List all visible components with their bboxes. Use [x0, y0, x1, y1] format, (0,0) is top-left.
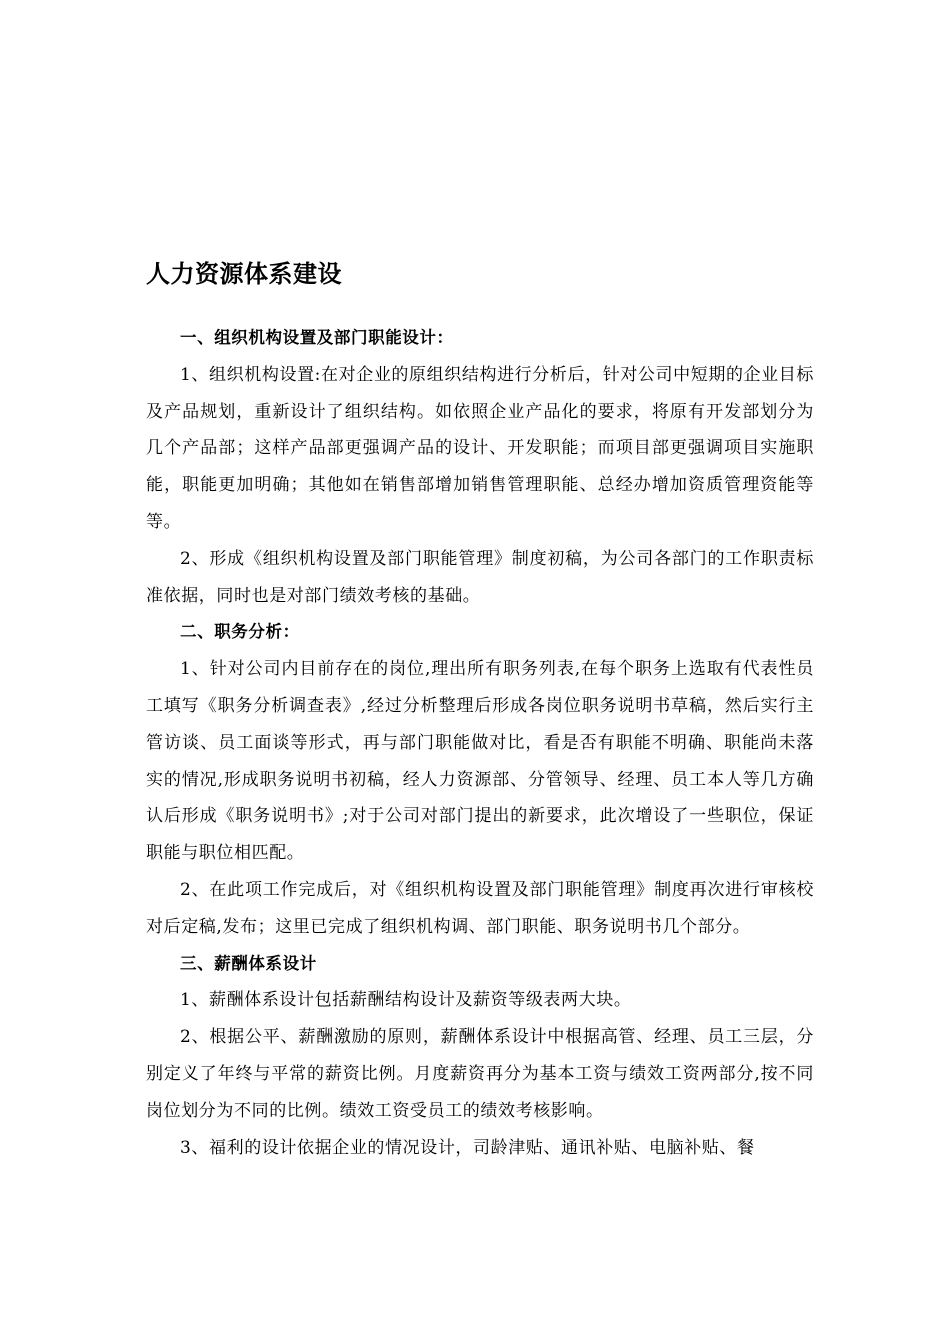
document-title: 人力资源体系建设 [146, 260, 342, 288]
section-heading-org-structure: 一、组织机构设置及部门职能设计： [180, 328, 454, 347]
section-heading-job-analysis: 二、职务分析： [180, 622, 300, 642]
section-heading-compensation: 三、薪酬体系设计 [180, 953, 317, 973]
paragraph: 2、根据公平、薪酬激励的原则，薪酬体系设计中根据高管、经理、员工三层，分别定义了年终与平常的薪资比例。月度薪资再分为基本工资与绩效工资两部分,按不同岗位划分为不同的比例。绩效工资受员工的绩效考核影响。 [146, 1027, 814, 1121]
paragraph: 1、薪酬体系设计包括薪酬结构设计及薪资等级表两大块。 [180, 990, 632, 1011]
document-body [146, 320, 814, 1166]
paragraph: 3、福利的设计依据企业的情况设计，司龄津贴、通讯补贴、电脑补贴、餐 [180, 1137, 755, 1158]
paragraph: 1、组织机构设置:在对企业的原组织结构进行分析后，针对公司中短期的企业目标及产品规划，重新设计了组织结构。如依照企业产品化的要求，将原有开发部划分为几个产品部；这样产品部更强调产品的设计、开发职能；而项目部更强调项目实施职能，职能更加明确；其他如在销售部增加销售管理职能、总经办增加资质管理资能等等。 [146, 364, 814, 532]
paragraph: 1、针对公司内目前存在的岗位,理出所有职务列表,在每个职务上选取有代表性员工填写《职务分析调查表》,经过分析整理后形成各岗位职务说明书草稿，然后实行主管访谈、员工面谈等形式，再与部门职能做对比，看是否有职能不明确、职能尚未落实的情况,形成职务说明书初稿，经人力资源部、分管领导、经理、员工本人等几方确认后形成《职务说明书》;对于公司对部门提出的新要求，此次增设了一些职位，保证职能与职位相匹配。 [146, 659, 814, 864]
paragraph: 2、形成《组织机构设置及部门职能管理》制度初稿，为公司各部门的工作职责标准依据，同时也是对部门绩效考核的基础。 [146, 548, 814, 606]
paragraph: 2、在此项工作完成后，对《组织机构设置及部门职能管理》制度再次进行审核校对后定稿,发布；这里已完成了组织机构调、部门职能、职务说明书几个部分。 [146, 879, 814, 937]
